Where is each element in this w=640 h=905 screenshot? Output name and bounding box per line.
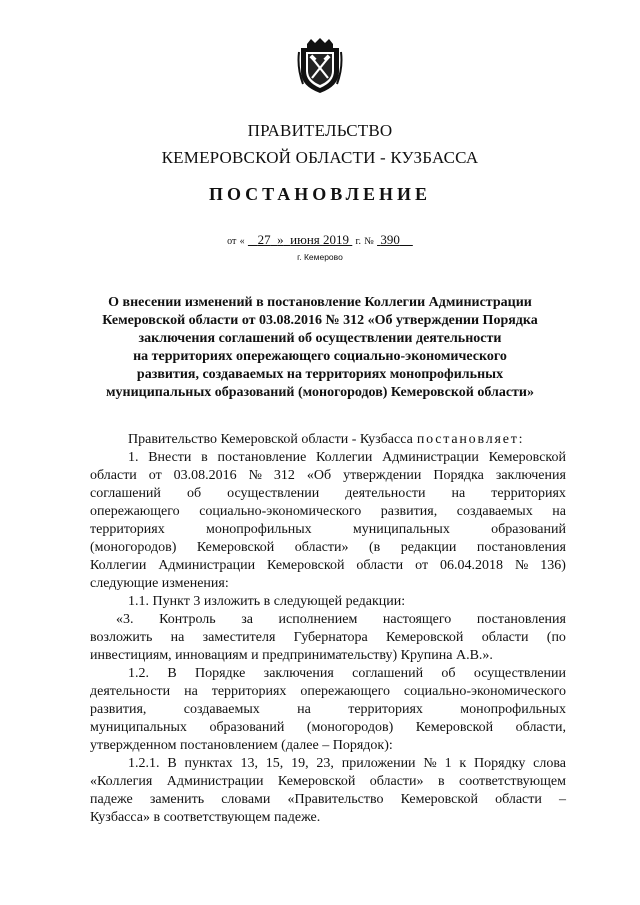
word: (моногородов): [90, 540, 177, 555]
body-line: [90, 557, 566, 575]
word: Контроль: [159, 612, 216, 627]
date-quote-open: «: [239, 236, 245, 247]
word: Администрации: [166, 774, 264, 789]
word: редакции: [400, 540, 457, 555]
word: 13,: [240, 756, 258, 771]
word: 136): [540, 558, 566, 573]
body-line: [90, 539, 566, 557]
word: на: [170, 630, 185, 645]
word: В: [167, 756, 177, 771]
body-line-last: Кузбасса» в соответствующем падеже.: [90, 810, 321, 825]
body-line: [90, 485, 566, 503]
word: муниципальных: [352, 522, 450, 537]
body-line: [90, 791, 566, 809]
word: Кемеровской: [277, 774, 356, 789]
body-line: [90, 611, 566, 629]
body-line-last: инвестициям, инновациям и предпринимательству) Крупина А.В.».: [90, 648, 493, 663]
word: 1.2.1.: [128, 756, 160, 771]
word: монопрофильных: [460, 702, 566, 717]
word: образований: [209, 720, 285, 735]
word: соглашений: [90, 486, 161, 501]
word: Администрации: [382, 450, 479, 465]
title-line: О внесении изменений в постановление Коллегии Администрации: [108, 295, 532, 310]
word: области»: [294, 540, 349, 555]
title-line: на территориях опережающего социально-экономического: [133, 349, 507, 364]
word: территориях: [211, 684, 287, 699]
document-type: ПОСТАНОВЛЕНИЕ: [208, 184, 432, 204]
body-line: [90, 467, 566, 485]
word: возложить: [90, 630, 153, 645]
word: 19,: [291, 756, 309, 771]
word: №: [514, 558, 529, 573]
body-line-last: следующие изменения:: [90, 576, 229, 591]
word: в: [437, 774, 445, 789]
word: от: [415, 558, 429, 573]
body-line: [90, 701, 566, 719]
word: соответствующем: [458, 774, 566, 789]
word: области: [495, 792, 542, 807]
word: территориях: [348, 702, 423, 717]
word: Коллегии: [316, 450, 373, 465]
word: (в: [369, 540, 381, 555]
body-line: [90, 503, 566, 521]
word: муниципальных: [90, 720, 187, 735]
title-line: Кемеровской области от 03.08.2016 № 312 «Об утверждении Порядка: [102, 313, 538, 328]
word: соглашений: [352, 666, 424, 681]
word: социально-экономического: [403, 684, 566, 699]
word: «3.: [116, 612, 134, 627]
word: развития,: [90, 702, 147, 717]
body-line-last: 1.1. Пункт 3 изложить в следующей редакции:: [128, 594, 406, 609]
title-line: муниципальных образований (моногородов) Кемеровской области»: [106, 385, 534, 400]
word: 1.: [128, 450, 139, 465]
word: 15,: [265, 756, 284, 771]
intro-paragraph: [90, 431, 566, 449]
word: Губернатора: [293, 630, 368, 645]
word: в: [201, 450, 208, 465]
word: создаваемых: [183, 702, 260, 717]
word: на: [552, 504, 566, 519]
word: области: [90, 468, 137, 483]
city-label: г. Кемерово: [297, 252, 343, 262]
word: (моногородов): [306, 720, 394, 735]
word: (по: [546, 630, 566, 645]
word: утверждении: [343, 468, 422, 483]
word: 1: [444, 756, 452, 771]
word: области,: [515, 720, 566, 735]
word: Коллегии: [90, 558, 147, 573]
word: об: [186, 486, 202, 501]
word: деятельности: [90, 684, 171, 699]
word: Кемеровской: [488, 450, 566, 465]
word: заменить: [149, 792, 205, 807]
word: заключения: [495, 468, 566, 483]
word: области: [481, 630, 529, 645]
word: Порядке: [195, 666, 246, 681]
word: 1.2.: [128, 666, 149, 681]
word: –: [558, 792, 566, 807]
word: падеже: [90, 792, 133, 807]
body-line: [90, 773, 566, 791]
resolution-body: [90, 431, 566, 827]
word: на: [297, 702, 311, 717]
intro-text: Правительство Кемеровской области - Кузбасса: [128, 432, 413, 447]
coat-of-arms-icon: [297, 38, 343, 94]
word: территориях: [90, 522, 165, 537]
word: социально-экономического: [199, 504, 362, 519]
date-month-year: июня 2019: [290, 232, 350, 247]
word: области»: [369, 774, 424, 789]
word: осуществлении: [227, 486, 320, 501]
body-line: [90, 683, 566, 701]
word: заключения: [263, 666, 334, 681]
title-line: заключения соглашений об осуществлении деятельности: [138, 331, 502, 346]
word: образований: [491, 522, 566, 537]
word: Порядка: [433, 468, 484, 483]
word: постановления: [476, 612, 566, 627]
date-year-suffix: г.: [355, 236, 362, 247]
word: об: [441, 666, 456, 681]
word: «Об: [306, 468, 332, 483]
word: Порядку: [474, 756, 526, 771]
word: 23,: [316, 756, 334, 771]
word: приложении: [341, 756, 416, 771]
word: от: [148, 468, 162, 483]
word: постановление: [217, 450, 307, 465]
government-name-line1: ПРАВИТЕЛЬСТВО: [247, 121, 393, 140]
word: Внести: [148, 450, 192, 465]
word: осуществлении: [473, 666, 566, 681]
word: слова: [533, 756, 566, 771]
word: Кемеровской: [385, 630, 464, 645]
word: Кемеровской: [196, 540, 275, 555]
date-number-label: №: [364, 236, 374, 247]
word: №: [423, 756, 437, 771]
document-number-value: 390: [380, 232, 400, 247]
word: заместителя: [202, 630, 276, 645]
word: развития,: [380, 504, 438, 519]
body-line: [90, 665, 566, 683]
body-line: [90, 521, 566, 539]
title-line: развития, создаваемых на территориях монопрофильных: [136, 367, 504, 382]
government-name-line2: КЕМЕРОВСКОЙ ОБЛАСТИ - КУЗБАССА: [161, 148, 479, 167]
word: на: [451, 486, 466, 501]
word: опережающего: [300, 684, 390, 699]
word: территориях: [491, 486, 566, 501]
word: пунктах: [184, 756, 233, 771]
word: 03.08.2016: [173, 468, 237, 483]
word: деятельности: [345, 486, 426, 501]
resolution-title: [76, 294, 564, 402]
word: за: [241, 612, 253, 627]
document-number: [377, 232, 413, 247]
date-from-label: от: [227, 236, 237, 247]
word: Кемеровской: [415, 720, 494, 735]
word: «Коллегия: [90, 774, 153, 789]
word: №: [248, 468, 262, 483]
body-line: [90, 719, 566, 737]
date-number-line: [0, 232, 640, 248]
body-line: [90, 449, 566, 467]
body-line: [90, 755, 566, 773]
date-day-value: 27: [257, 232, 271, 247]
word: Администрации: [158, 558, 256, 573]
word: создаваемых: [456, 504, 533, 519]
word: 06.04.2018: [440, 558, 503, 573]
word: настоящего: [382, 612, 452, 627]
date-day: [248, 232, 352, 247]
body-line-last: утвержденном постановлением (далее – Порядок):: [90, 738, 393, 753]
word: к: [459, 756, 467, 771]
word: словами: [221, 792, 271, 807]
word: постановления: [476, 540, 566, 555]
word: исполнением: [278, 612, 358, 627]
word: на: [184, 684, 198, 699]
word: 312: [273, 468, 295, 483]
word: Кемеровской: [267, 558, 345, 573]
date-quote-close: »: [277, 232, 284, 247]
word: В: [167, 666, 177, 681]
word: монопрофильных: [205, 522, 312, 537]
body-line: [90, 629, 566, 647]
word: области: [356, 558, 404, 573]
word: опережающего: [90, 504, 180, 519]
intro-decree-word: постановляет:: [416, 432, 525, 447]
word: Кемеровской: [400, 792, 478, 807]
word: «Правительство: [287, 792, 384, 807]
